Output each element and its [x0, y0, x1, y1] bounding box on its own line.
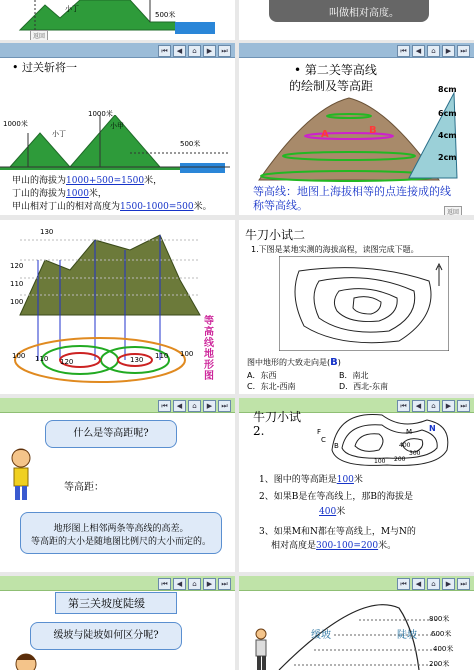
home-icon[interactable]: ⌂	[427, 400, 440, 412]
contour-label-110b: 110	[155, 352, 169, 360]
prev-icon[interactable]: ◀	[173, 400, 186, 412]
next-icon[interactable]: ▶	[203, 578, 216, 590]
prev-icon[interactable]: ◀	[412, 400, 425, 412]
first-icon[interactable]: ⏮	[397, 45, 410, 57]
question-2-answer: 400米	[319, 507, 346, 517]
alt-200: 200米	[429, 660, 450, 668]
first-icon[interactable]: ⏮	[158, 578, 171, 590]
prev-icon[interactable]: ◀	[173, 45, 186, 57]
point-a-label: A	[321, 129, 329, 140]
map-label-400: 400	[399, 442, 411, 449]
map-label-c: C	[321, 436, 326, 444]
scale-2cm: 2cm	[438, 153, 457, 162]
home-icon[interactable]: ⌂	[188, 45, 201, 57]
slide-title: 第三关坡度陡缓	[68, 597, 145, 610]
elevation-contour-map	[279, 256, 449, 351]
slide-title: 牛刀小试二	[245, 228, 306, 242]
label-small-ding: 小丁	[65, 5, 79, 13]
label-alt-1000-a: 1000米	[3, 120, 28, 128]
next-icon[interactable]: ▶	[442, 45, 455, 57]
direction-question: 图中地形的大致走向是(B)	[247, 357, 341, 368]
back-button[interactable]: 返回	[444, 206, 462, 215]
first-icon[interactable]: ⏮	[397, 578, 410, 590]
scale-4cm: 4cm	[438, 131, 457, 140]
alt-130: 130	[40, 228, 54, 236]
answer-line-2: 丁山的海拔为1000米，	[12, 189, 107, 199]
slide-5	[0, 220, 235, 394]
answer-line-3: 甲山相对丁山的相对高度为1500-1000=500米。	[12, 202, 212, 212]
last-icon[interactable]: ⏭	[218, 400, 231, 412]
first-icon[interactable]: ⏮	[397, 400, 410, 412]
option-b: B．南北	[339, 371, 369, 380]
nav-bar	[239, 576, 474, 591]
slide-6	[239, 220, 474, 394]
slide-3	[0, 43, 235, 215]
term-label: 等高距：	[64, 482, 104, 493]
option-c: C．东北-西南	[247, 382, 296, 391]
slide-7	[0, 398, 235, 572]
slide-title-line-2: 的绘制及等高距	[289, 79, 374, 93]
question-3-answer: 相对高度是300-100=200米。	[271, 541, 397, 551]
label-ding: 小丁	[52, 130, 66, 138]
slide-title: • 过关斩将一	[12, 61, 77, 74]
last-icon[interactable]: ⏭	[457, 400, 470, 412]
definition-line-1: 地形图上相邻两条等高线的高差。	[53, 524, 189, 534]
back-button[interactable]: 返回	[30, 30, 48, 40]
map-label-200: 200	[394, 456, 406, 463]
first-icon[interactable]: ⏮	[158, 45, 171, 57]
steep-slope-label: 陡坡	[397, 630, 417, 641]
question-bubble: 缓坡与陡坡如何区分呢?	[30, 622, 182, 650]
first-icon[interactable]: ⏮	[158, 400, 171, 412]
label-alt-500: 500米	[180, 140, 201, 148]
last-icon[interactable]: ⏭	[457, 578, 470, 590]
question-3: 3、如果M和N都在等高线上，M与N的	[259, 527, 416, 537]
answer-line-1: 甲山的海拔为1000+500=1500米，	[12, 176, 163, 186]
label-alt-1000-b: 1000米	[88, 110, 113, 118]
prev-icon[interactable]: ◀	[412, 578, 425, 590]
question-text: 1.下图是某地实测的海拔高程，读图完成下题。	[251, 245, 419, 254]
child-figure-icon	[6, 446, 36, 506]
map-label-300: 300	[409, 450, 421, 457]
terrain-contour-diagram	[0, 220, 235, 394]
person-figure-icon	[256, 629, 266, 670]
home-icon[interactable]: ⌂	[188, 578, 201, 590]
map-label-n: N	[429, 424, 436, 433]
contour-label-110: 110	[35, 355, 49, 363]
scale-8cm: 8cm	[438, 85, 457, 94]
nav-bar	[239, 43, 474, 58]
question-2: 2、如果B是在等高线上，那B的海拔是	[259, 492, 413, 502]
map-label-f: F	[317, 428, 322, 436]
slide-8	[239, 398, 474, 572]
home-icon[interactable]: ⌂	[427, 45, 440, 57]
question-1: 1、图中的等高距是100米	[259, 475, 363, 485]
contour-label-130: 130	[130, 356, 144, 364]
home-icon[interactable]: ⌂	[427, 578, 440, 590]
child-figure-icon	[8, 650, 44, 670]
prev-icon[interactable]: ◀	[173, 578, 186, 590]
label-alt-500: 500米	[155, 11, 176, 19]
slide-2	[239, 0, 474, 40]
alt-120: 120	[10, 262, 24, 270]
gentle-slope-label: 缓坡	[311, 630, 331, 641]
question-bubble: 什么是等高距呢?	[45, 420, 177, 448]
next-icon[interactable]: ▶	[442, 400, 455, 412]
nav-bar	[0, 43, 235, 58]
contour-definition: 等高线：地图上海拔相等的点连接成的线称等高线。	[253, 185, 451, 212]
alt-110: 110	[10, 280, 24, 288]
contour-label-100: 100	[12, 352, 26, 360]
alt-100: 100	[10, 298, 24, 306]
nav-bar	[0, 398, 235, 413]
point-b-label: B	[369, 125, 377, 136]
alt-600: 600米	[431, 630, 452, 638]
definition-line-2: 等高距的大小是随地图比例尺的大小而定的。	[30, 537, 211, 547]
slide-title-line-1: • 第二关等高线	[294, 63, 377, 77]
home-icon[interactable]: ⌂	[188, 400, 201, 412]
last-icon[interactable]: ⏭	[218, 45, 231, 57]
slide-1	[0, 0, 235, 40]
last-icon[interactable]: ⏭	[457, 45, 470, 57]
next-icon[interactable]: ▶	[442, 578, 455, 590]
alt-400: 400米	[433, 645, 454, 653]
contour-label-100b: 100	[180, 350, 194, 358]
next-icon[interactable]: ▶	[203, 45, 216, 57]
slide-title: 牛刀小试	[253, 410, 302, 424]
slide-subtitle: 2.	[253, 424, 265, 438]
label-jia: 小甲	[110, 122, 124, 130]
relative-height-text: 叫做相对高度。	[329, 8, 399, 19]
definition-box	[20, 512, 222, 554]
map-label-100: 100	[374, 458, 386, 465]
last-icon[interactable]: ⏭	[218, 578, 231, 590]
alt-800: 800米	[429, 615, 450, 623]
nav-bar	[0, 576, 235, 591]
slide-9	[0, 576, 235, 670]
contour-label-120: 120	[60, 358, 74, 366]
option-d: D．西北-东南	[339, 382, 389, 391]
scale-6cm: 6cm	[438, 109, 457, 118]
next-icon[interactable]: ▶	[203, 400, 216, 412]
slide-4	[239, 43, 474, 215]
option-a: A．东西	[247, 371, 277, 380]
slide-10	[239, 576, 474, 670]
side-label: 等高线地形图	[204, 316, 214, 382]
contour-map	[327, 410, 457, 470]
map-label-b: B	[334, 442, 339, 450]
map-label-m: M	[406, 428, 413, 436]
prev-icon[interactable]: ◀	[412, 45, 425, 57]
